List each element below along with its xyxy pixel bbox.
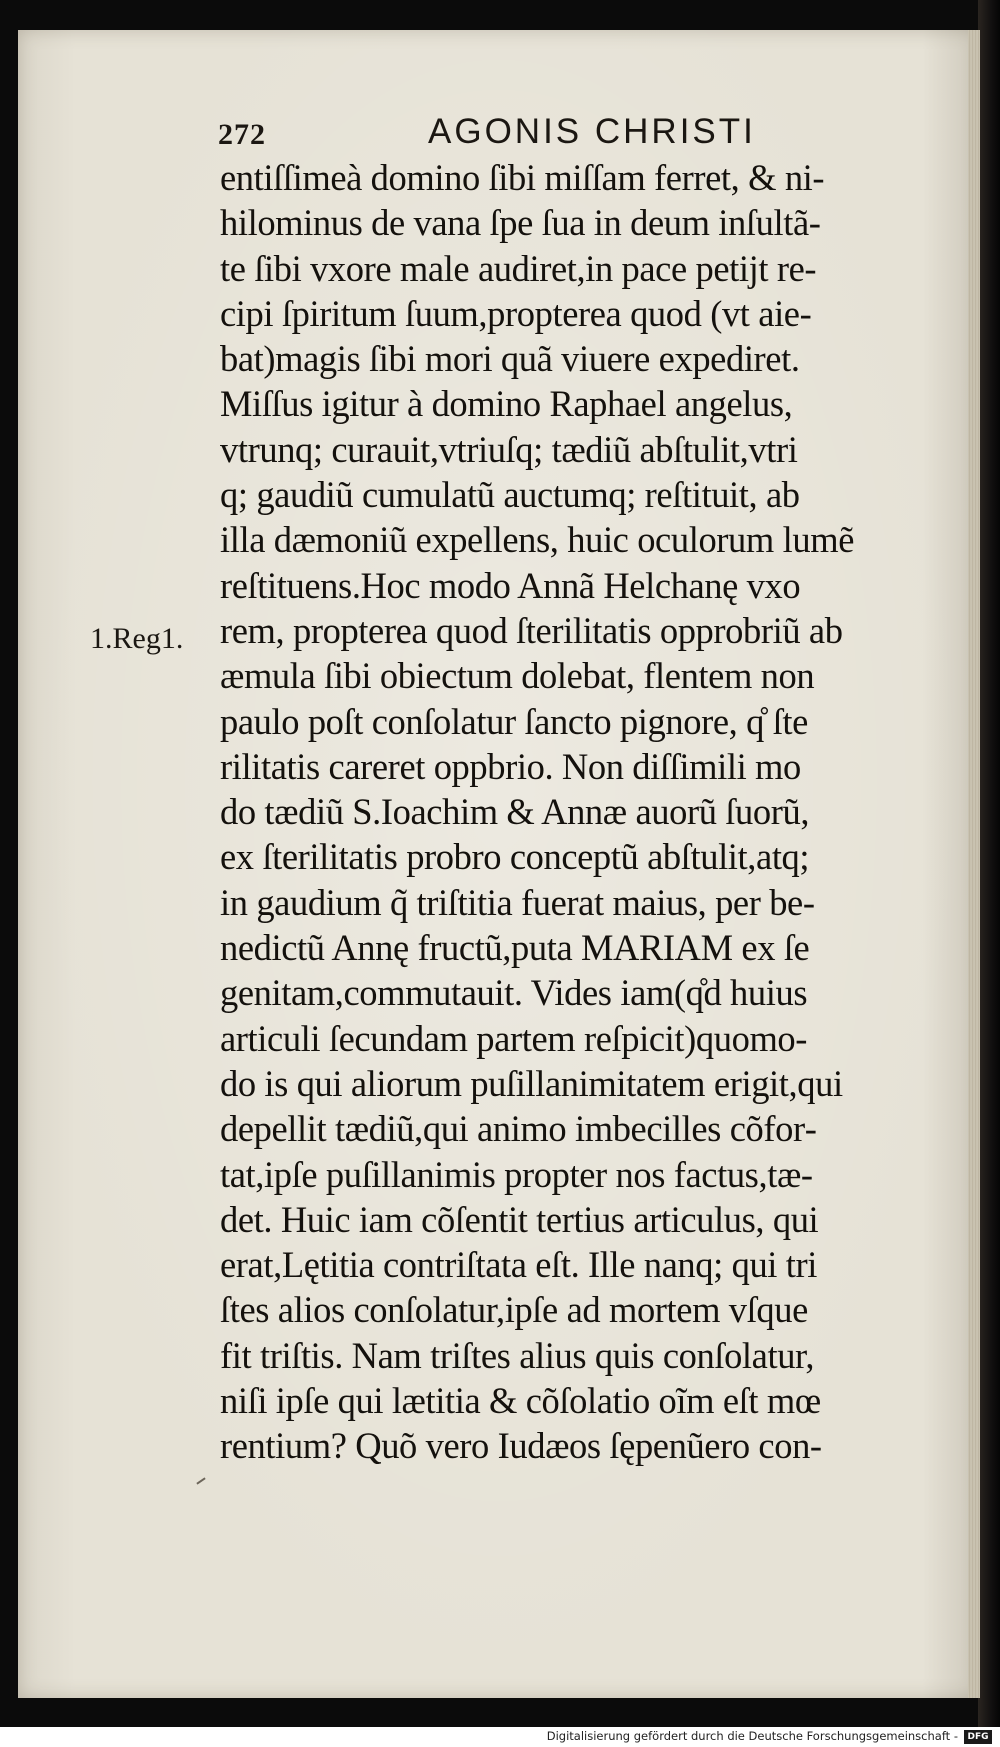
text-line: vtrunq; curauit,vtriuſq; tædiũ abſtulit,vtri bbox=[220, 428, 798, 470]
body-text bbox=[220, 155, 920, 1469]
text-line: hilominus de vana ſpe ſua in deum inſultã‑ bbox=[220, 202, 821, 244]
text-line: depellit tædiũ,qui animo imbecilles cõfor‑ bbox=[220, 1108, 817, 1150]
page-edges bbox=[968, 30, 980, 1698]
text-line: erat,Lętitia contriſtata eſt. Ille nanq; qui tri bbox=[220, 1244, 818, 1286]
dfg-logo: DFG bbox=[964, 1730, 992, 1744]
text-line: q; gaudiũ cumulatũ auctumq; reſtituit, ab bbox=[220, 474, 800, 516]
text-line: ſtes alios conſolatur,ipſe ad mortem vſque bbox=[220, 1289, 808, 1331]
text-line: Miſſus igitur à domino Raphael angelus, bbox=[220, 383, 793, 425]
text-line: rentium? Quõ vero Iudæos ſępenũero con‑ bbox=[220, 1425, 822, 1467]
text-line: illa dæmoniũ expellens, huic oculorum lumẽ bbox=[220, 519, 854, 561]
text-line: tat,ipſe puſillanimis propter nos factus,tæ‑ bbox=[220, 1153, 813, 1195]
text-line: paulo poſt conſolatur ſancto pignore, q̊ ſte bbox=[220, 700, 808, 742]
margin-note: 1.Reg1. bbox=[90, 622, 184, 655]
text-line: æmula ſibi obiectum dolebat, flentem non bbox=[220, 655, 815, 697]
text-line: genitam,commutauit. Vides iam(q̊d huius bbox=[220, 972, 808, 1014]
text-line: in gaudium q̃ triſtitia fuerat maius, per be‑ bbox=[220, 881, 815, 923]
text-line: nedictũ Annę fructũ,puta MARIAM ex ſe bbox=[220, 927, 810, 969]
text-line: cipi ſpiritum ſuum,propterea quod (vt aie‑ bbox=[220, 292, 812, 334]
text-line: entiſſimeà domino ſibi miſſam ferret, & ni‑ bbox=[220, 157, 825, 198]
text-line: fit triſtis. Nam triſtes alius quis conſolatur, bbox=[220, 1334, 815, 1376]
text-line: bat)magis ſibi mori quã viuere expediret. bbox=[220, 338, 800, 380]
running-head: AGONIS CHRISTI bbox=[428, 112, 756, 151]
text-line: niſi ipſe qui lætitia & cõſolatio oĩm eſt mœ bbox=[220, 1380, 821, 1422]
text-line: ex ſterilitatis probro conceptũ abſtulit,atq; bbox=[220, 836, 810, 878]
text-line: articuli ſecundam partem reſpicit)quomo‑ bbox=[220, 1017, 808, 1059]
text-line: do is qui aliorum puſillanimitatem erigit,qui bbox=[220, 1062, 843, 1104]
page-header bbox=[218, 112, 818, 156]
text-line: do tædiũ S.Ioachim & Annæ auorũ ſuorũ, bbox=[220, 791, 810, 833]
text-line: reſtituens.Hoc modo Annã Helchanę vxo bbox=[220, 564, 801, 606]
text-line: rem, propterea quod ſterilitatis opprobriũ ab bbox=[220, 609, 843, 651]
text-line: te ſibi vxore male audiret,in pace petijt re‑ bbox=[220, 247, 817, 289]
book-spine bbox=[978, 0, 1000, 1747]
text-line: det. Huic iam cõſentit tertius articulus, qui bbox=[220, 1198, 819, 1240]
digitization-credit: Digitalisierung gefördert durch die Deutsche Forschungsgemeinschaft - bbox=[546, 1729, 958, 1743]
text-line: rilitatis careret oppbrio. Non diſſimili mo bbox=[220, 745, 801, 787]
page-number: 272 bbox=[218, 118, 266, 151]
